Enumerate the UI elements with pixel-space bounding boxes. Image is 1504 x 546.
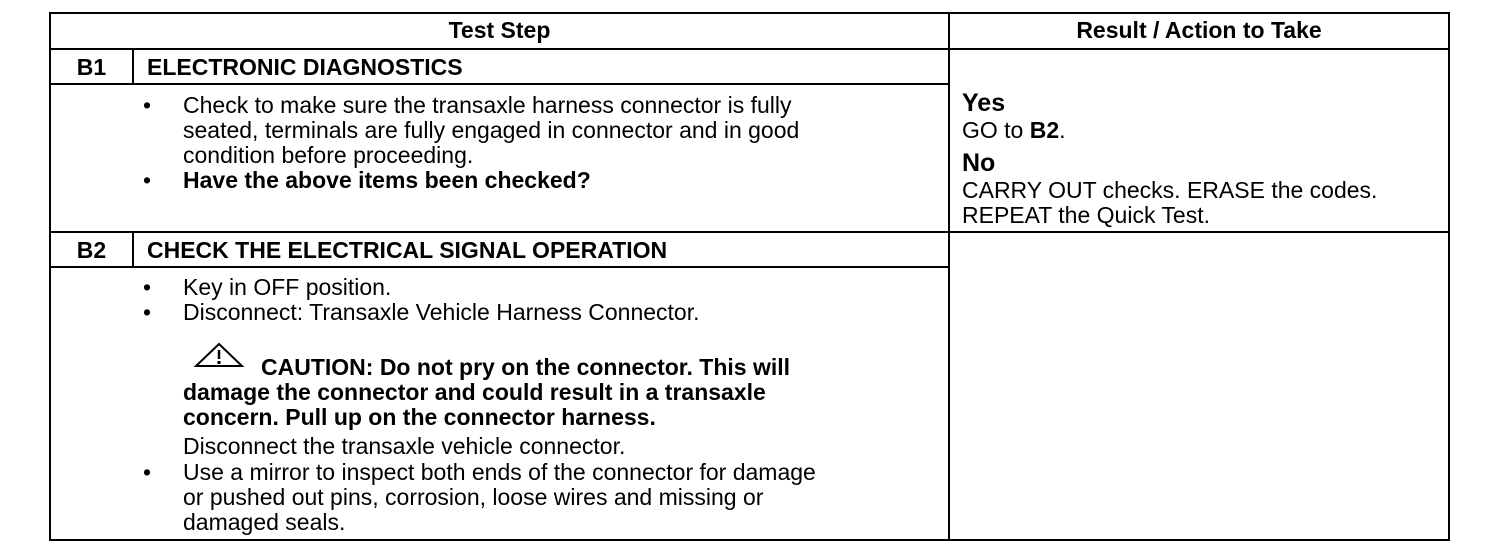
- b1-b2-divider: [51, 231, 1448, 233]
- b1-step-id: B1: [76, 54, 107, 80]
- b2-bullet3-line3: damaged seals.: [183, 509, 346, 535]
- b2-bullet3-line2: or pushed out pins, corrosion, loose wires and missing or: [183, 484, 764, 510]
- b1-yes-target: B2: [1029, 117, 1060, 143]
- b1-yes-text: GO to: [962, 117, 1030, 143]
- b1-yes-label: Yes: [962, 89, 1006, 117]
- b2-after-caution: Disconnect the transaxle vehicle connector.: [183, 433, 626, 459]
- b1-no-line2: REPEAT the Quick Test.: [962, 202, 1210, 228]
- b2-bullet2: Disconnect: Transaxle Vehicle Harness Connector.: [183, 299, 700, 325]
- b1-bullet1-line1: Check to make sure the transaxle harness connector is fully: [183, 92, 792, 118]
- header-test-step: Test Step: [448, 17, 551, 43]
- b1-no-label: No: [962, 149, 996, 177]
- b2-bullet3-line1: Use a mirror to inspect both ends of the connector for damage: [183, 459, 816, 485]
- header-divider: [51, 48, 1448, 50]
- b1-step-title: ELECTRONIC DIAGNOSTICS: [147, 54, 463, 80]
- bullet-icon: •: [143, 92, 152, 118]
- b2-title-divider: [51, 266, 948, 268]
- header-result: Result / Action to Take: [1076, 17, 1322, 43]
- b1-title-divider: [51, 83, 948, 85]
- bullet-icon: •: [143, 167, 152, 193]
- b2-step-id: B2: [76, 237, 107, 263]
- b2-caution-line3: concern. Pull up on the connector harness.: [183, 404, 656, 430]
- bullet-icon: •: [143, 274, 152, 300]
- b1-yes-period: .: [1059, 117, 1066, 143]
- caution-triangle-icon: [193, 342, 245, 368]
- b2-step-title: CHECK THE ELECTRICAL SIGNAL OPERATION: [147, 237, 668, 263]
- bullet-icon: •: [143, 459, 152, 485]
- b2-bullet1: Key in OFF position.: [183, 274, 392, 300]
- b2-caution-line2: damage the connector and could result in a transaxle: [183, 379, 766, 405]
- bullet-icon: •: [143, 299, 152, 325]
- b1-bullet2: Have the above items been checked?: [183, 167, 591, 193]
- b2-caution-line1: CAUTION: Do not pry on the connector. This will: [261, 354, 790, 380]
- id-column-divider: [132, 50, 134, 85]
- b1-yes-action: [962, 118, 1066, 143]
- id-column-divider: [132, 233, 134, 268]
- diagnostic-table: [49, 12, 1450, 541]
- b1-bullet1-line2: seated, terminals are fully engaged in connector and in good: [183, 117, 800, 143]
- b1-bullet1-line3: condition before proceeding.: [183, 142, 474, 168]
- column-divider: [948, 14, 950, 539]
- b1-no-line1: CARRY OUT checks. ERASE the codes.: [962, 177, 1378, 203]
